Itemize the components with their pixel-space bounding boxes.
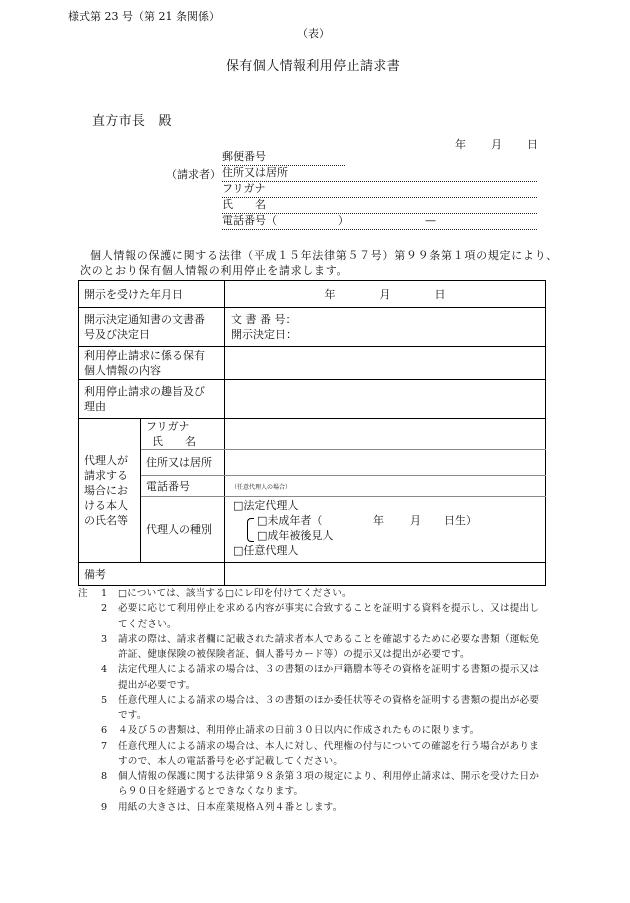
note-item-8 [78, 769, 558, 784]
note-text: すので、本人の電話番号を必ず記載してください。 [118, 755, 344, 767]
requester-role-label: （請求者） [166, 168, 221, 181]
intro-line-1: 個人情報の保護に関する法律（平成１５年法律第５７号）第９９条第１項の規定により、 [90, 249, 558, 262]
note-item-3-cont [78, 647, 558, 662]
decision-date-label: 開示決定日： [231, 328, 297, 341]
note-number: 1 [101, 588, 108, 599]
note-text: 提出が必要です。 [118, 679, 196, 691]
agent-phone-label: 電話番号 [141, 476, 225, 497]
option-legal-agent[interactable]: □法定代理人 [233, 499, 299, 512]
note-text: 任意代理人による請求の場合は、３の書類のほか委任状等その資格を証明する書類の提出が必要 [118, 694, 540, 706]
note-text: です。 [118, 710, 147, 721]
suspension-content-field[interactable] [225, 347, 546, 380]
agent-name-text: 氏 名 [152, 435, 196, 448]
note-text: 任意代理人による請求の場合は、本人に対し、代理権の付与についての確認を行う場合がありま [118, 740, 539, 752]
option-bracket [247, 518, 254, 542]
purpose-reason-field[interactable] [225, 380, 546, 419]
notes-prefix: 注 [78, 588, 88, 599]
note-item-3 [78, 632, 558, 647]
note-item-9 [78, 800, 558, 815]
table-row-agent-name [79, 419, 546, 450]
phone-label: 電話番号（ [222, 214, 277, 227]
address-label: 住所又は居所 [222, 166, 288, 179]
note-item-2-cont [78, 617, 558, 632]
phone-dash: — [425, 214, 436, 227]
notes [78, 586, 558, 815]
note-text: てください。 [118, 618, 177, 630]
name-label: 氏 名 [222, 198, 266, 211]
form-number: 様式第 23 号（第 21 条関係） [68, 10, 220, 23]
option-adult-ward[interactable]: □成年被後見人 [257, 529, 334, 542]
disclosure-date-value: 年 月 日 [324, 287, 446, 301]
request-date-year: 年 [455, 138, 466, 151]
note-item-4-cont [78, 678, 558, 693]
request-table [78, 280, 546, 586]
request-date-month: 月 [491, 138, 502, 151]
note-text: 許証、健康保険の被保険者証、個人番号カード等）の提示又は提出が必要です。 [118, 649, 470, 660]
agent-type-field [225, 497, 546, 563]
note-item-7-cont [78, 754, 558, 769]
option-minor-birth-month: 月 [410, 514, 421, 527]
note-text: 請求の際は、請求者欄に記載された請求者本人であることを確認するために必要な書類（運転免 [118, 633, 540, 645]
postal-code-label: 郵便番号 [222, 150, 266, 163]
table-row-suspension-content [79, 347, 546, 380]
purpose-reason-label: 利用停止請求の趣旨及び 理由 [79, 380, 225, 419]
option-minor-birth-year: 年 [373, 514, 384, 527]
agent-phone-field[interactable] [225, 476, 546, 497]
note-number: 5 [101, 694, 108, 706]
agent-phone-note: （任意代理人の場合） [231, 484, 292, 491]
agent-name-label [141, 419, 225, 450]
option-minor[interactable]: □未成年者（ [257, 514, 323, 527]
furigana-label: フリガナ [222, 182, 266, 195]
option-minor-birth-day: 日生） [444, 514, 477, 527]
agent-type-label: 代理人の種別 [141, 497, 225, 563]
note-text: ら９０日を経過するとできなくなります。 [118, 786, 304, 798]
note-number: 9 [101, 801, 108, 813]
decision-notice-field[interactable] [225, 308, 546, 347]
note-item-8-cont [78, 784, 558, 799]
note-text: 個人情報の保護に関する法律第９８条第３項の規定により、利用停止請求は、開示を受けた日か [118, 771, 540, 782]
requester-postal-code-field[interactable] [222, 150, 345, 166]
intro-line-2: 次のとおり保有個人情報の利用停止を請求します。 [80, 264, 349, 277]
table-row-decision-notice [79, 308, 546, 347]
requester-phone-field[interactable] [222, 214, 537, 230]
note-item-5-cont [78, 708, 558, 723]
page-title: 保有個人情報利用停止請求書 [226, 59, 401, 74]
table-row-remarks [79, 563, 546, 586]
note-number: 7 [101, 740, 108, 752]
agent-address-field[interactable] [225, 450, 546, 476]
addressee: 直方市長 殿 [92, 114, 172, 129]
remarks-label: 備考 [79, 563, 225, 586]
note-text: 必要に応じて利用停止を求める内容が事実に合致することを証明する資料を提示し、又は提出し [118, 603, 540, 615]
agent-group-label: 代理人が 請求する 場合にお ける本人 の氏名等 [79, 419, 141, 563]
note-item-4 [78, 662, 558, 677]
disclosure-date-field[interactable] [225, 281, 546, 308]
note-text: ４及び５の書類は、利用停止請求の日前３０日以内に作成されたものに限ります。 [118, 725, 480, 737]
requester-name-field[interactable] [222, 198, 537, 214]
side-label: （表） [297, 27, 330, 40]
note-number: 6 [101, 725, 108, 737]
suspension-content-label: 利用停止請求に係る保有 個人情報の内容 [79, 347, 225, 380]
table-row-agent-address [79, 450, 546, 476]
table-row-disclosure-date [79, 281, 546, 308]
requester-furigana-field[interactable] [222, 182, 537, 198]
table-row-agent-type [79, 497, 546, 563]
note-item-5 [78, 693, 558, 708]
note-text: 用紙の大きさは、日本産業規格Ａ列４番とします。 [118, 801, 343, 813]
note-text: □については、該当する□にレ印を付けてください。 [118, 588, 352, 599]
agent-name-field[interactable] [225, 419, 546, 450]
remarks-field[interactable] [225, 563, 546, 586]
note-item-2 [78, 601, 558, 616]
note-item-1 [78, 586, 558, 601]
document-number-label: 文 書 番 号： [231, 313, 297, 326]
note-number: 8 [101, 771, 108, 782]
note-item-6 [78, 723, 558, 738]
note-number: 4 [101, 664, 108, 676]
note-number: 2 [101, 603, 108, 615]
table-row-purpose-reason [79, 380, 546, 419]
note-text: 法定代理人による請求の場合は、３の書類のほか戸籍謄本等その資格を証明する書類の提示又は [118, 664, 540, 676]
requester-address-field[interactable] [222, 166, 537, 182]
decision-notice-label: 開示決定通知書の文書番 号及び決定日 [79, 308, 225, 347]
note-number: 3 [101, 633, 108, 645]
option-voluntary-agent[interactable]: □任意代理人 [233, 544, 299, 557]
request-date-day: 日 [527, 138, 538, 151]
agent-address-label: 住所又は居所 [141, 450, 225, 476]
phone-close-paren: ） [338, 214, 349, 227]
table-row-agent-phone [79, 476, 546, 497]
agent-furigana-label: フリガナ [146, 420, 190, 433]
note-item-7 [78, 739, 558, 754]
disclosure-date-label: 開示を受けた年月日 [79, 281, 225, 308]
